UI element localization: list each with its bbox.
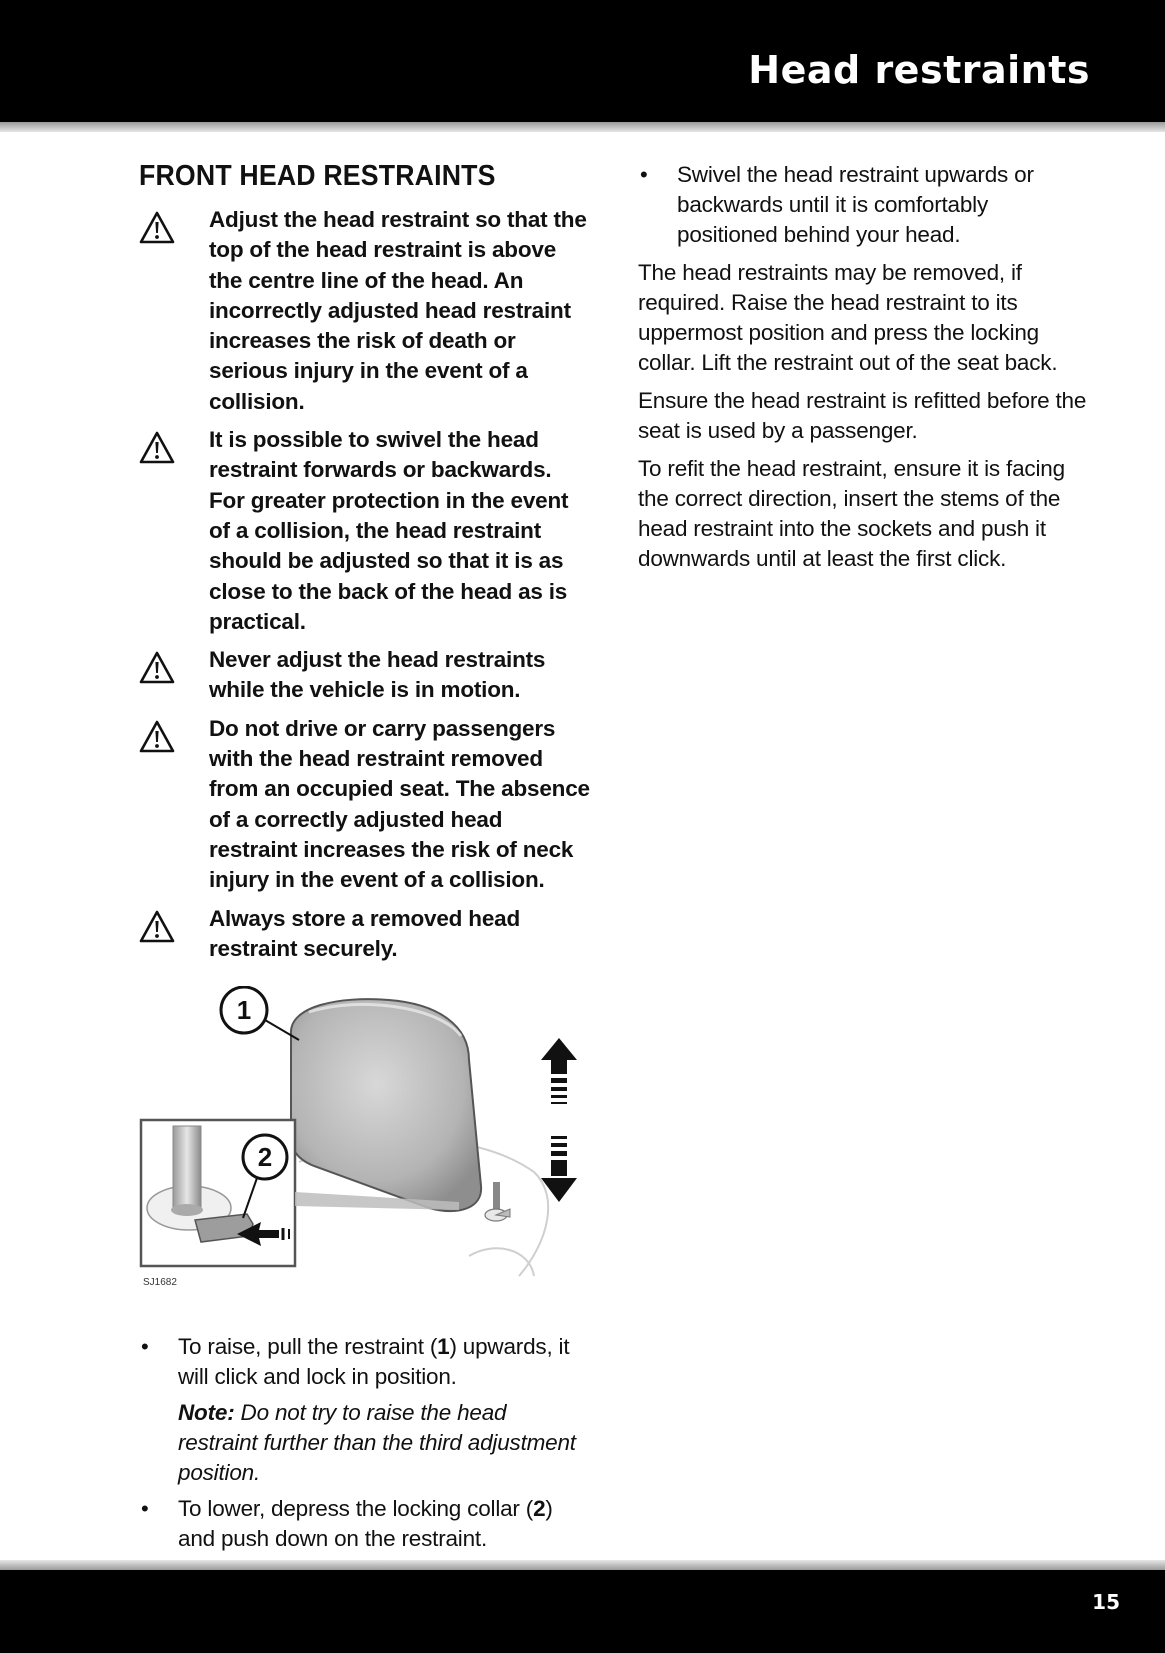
warning-item bbox=[139, 205, 591, 417]
warning-triangle-icon bbox=[139, 211, 175, 245]
bullet-dot: • bbox=[141, 1334, 149, 1360]
note-text: Do not try to raise the head restraint further than the third adjustment position. bbox=[178, 1400, 576, 1486]
header-divider bbox=[0, 122, 1165, 132]
section-heading: FRONT HEAD RESTRAINTS bbox=[139, 160, 496, 192]
note bbox=[139, 1398, 591, 1488]
warning-item bbox=[139, 714, 591, 896]
right-column bbox=[638, 160, 1090, 582]
bullet-raise: • To raise, pull the restraint (1) upwards, it will click and lock in position. bbox=[141, 1334, 570, 1390]
bullet-lower: • To lower, depress the locking collar (2) and push down on the restraint. bbox=[141, 1496, 553, 1552]
page-number: 15 bbox=[1092, 1590, 1120, 1614]
warning-triangle-icon bbox=[139, 720, 175, 754]
warning-text: Adjust the head restraint so that the top of the head restraint is above the centre line of the head. An incorrectly adjusted head restraint increases the risk of death or serious injury in the event of a collision. bbox=[209, 207, 587, 414]
callout-1-label: 1 bbox=[236, 995, 252, 1026]
head-restraint-figure bbox=[139, 986, 591, 1306]
warning-triangle-icon bbox=[139, 910, 175, 944]
warning-item bbox=[139, 645, 591, 706]
paragraph-refit-steps: To refit the head restraint, ensure it is facing the correct direction, insert the stems of the head restraint into the sockets and push it downwards until at least the first click. bbox=[638, 456, 1065, 571]
footer-bar bbox=[0, 1570, 1165, 1653]
note-label: Note: bbox=[178, 1400, 235, 1426]
warning-triangle-icon bbox=[139, 431, 175, 465]
warning-text: Always store a removed head restraint securely. bbox=[209, 905, 520, 961]
page-title: Head restraints bbox=[748, 48, 1090, 92]
paragraph-removal: The head restraints may be removed, if required. Raise the head restraint to its uppermost position and press the locking collar. Lift the restraint out of the seat back. bbox=[638, 260, 1058, 375]
bullet-dot: • bbox=[640, 162, 648, 187]
warning-text: Do not drive or carry passengers with the head restraint removed from an occupied seat. The absence of a correctly adjusted head restraint increases the risk of neck injury in the event of a collision. bbox=[209, 715, 590, 893]
warning-item bbox=[139, 425, 591, 637]
head-restraint-illustration bbox=[139, 986, 591, 1306]
warning-item bbox=[139, 904, 591, 965]
instructions bbox=[139, 1332, 591, 1554]
warning-text: It is possible to swivel the head restraint forwards or backwards. For greater protection in the event of a collision, the head restraint should be adjusted so that it is as close to the back of the head as is practical. bbox=[209, 427, 569, 634]
figure-code: SJ1682 bbox=[143, 1277, 177, 1289]
bullet-dot: • bbox=[141, 1496, 149, 1522]
left-column bbox=[139, 160, 591, 1554]
footer-divider bbox=[0, 1560, 1165, 1570]
bullet-swivel: • Swivel the head restraint upwards or backwards until it is comfortably positioned behind your head. bbox=[640, 162, 1034, 247]
warning-text: Never adjust the head restraints while the vehicle is in motion. bbox=[209, 647, 546, 703]
warning-triangle-icon bbox=[139, 651, 175, 685]
callout-2-label: 2 bbox=[257, 1142, 273, 1173]
paragraph-refit-reminder: Ensure the head restraint is refitted before the seat is used by a passenger. bbox=[638, 388, 1087, 443]
